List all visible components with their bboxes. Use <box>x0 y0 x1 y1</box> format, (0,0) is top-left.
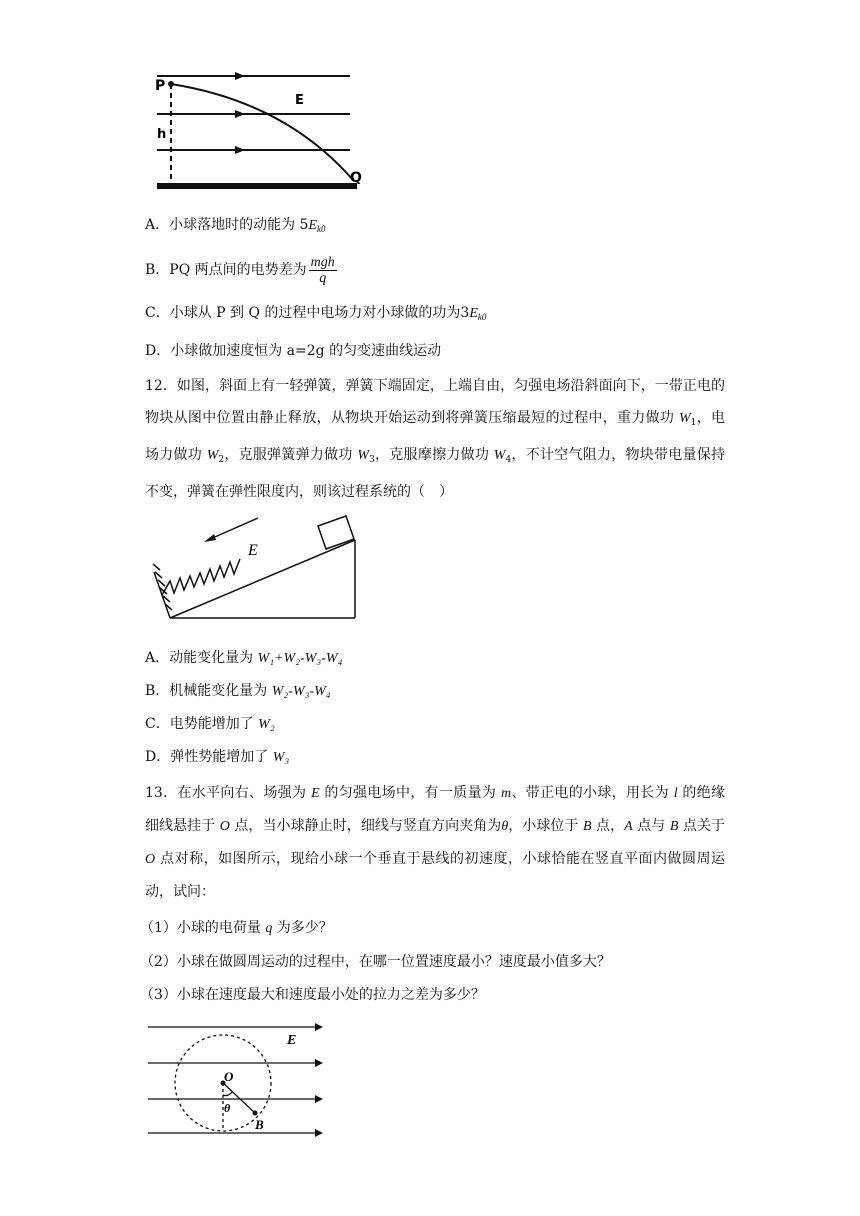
label-e: E <box>248 542 258 559</box>
q12-option-d: D．弹性势能增加了 W₃ <box>145 749 290 765</box>
label-e: E <box>295 93 304 108</box>
q12-option-c: C．电势能增加了 W₂ <box>145 716 275 732</box>
circular-motion-figure <box>145 1015 325 1140</box>
label-b: B <box>255 1117 264 1132</box>
q13-stem: 13．在水平向右、场强为 E 的匀强电场中，有一质量为 m、带正电的小球，用长为 l 的绝缘细线悬挂于 O 点，当小球静止时，细线与竖直方向夹角为θ，小球位于 B 点，A 点与 B 点关于 O 点对称，如图所示，现给小球一个垂直于悬线的初速度，小球恰能在竖直平面内做圆周运动，试问： <box>145 785 726 900</box>
q12-option-a: A．动能变化量为 W₁+W₂-W₃-W₄ <box>145 650 343 666</box>
q11-option-a: A．小球落地时的动能为 $5E_{k0}$ <box>145 217 326 234</box>
q11-option-d: D．小球做加速度恒为 a=2g 的匀变速曲线运动 <box>145 343 442 359</box>
label-o: O <box>224 1069 234 1084</box>
q13-subquestion-2: （2）小球在做圆周运动的过程中，在哪一位置速度最小？速度最小值多大？ <box>140 954 611 970</box>
incline-spring-figure <box>140 510 365 625</box>
label-h: h <box>157 127 167 142</box>
label-theta: θ <box>224 1101 231 1115</box>
fraction-mgh-over-q: $\frac{\text{mgh}}{q}$ <box>310 254 335 286</box>
field-trajectory-figure <box>145 62 370 197</box>
q13-subquestion-1: （1）小球的电荷量 q 为多少？ <box>140 920 333 936</box>
q11-option-b: B．PQ 两点间的电势差为 $\frac{\text{mgh}}{q}$ <box>145 254 335 286</box>
label-p: P <box>155 78 166 94</box>
label-q: Q <box>350 170 362 186</box>
q11-option-c: C．小球从 P 到 Q 的过程中电场力对小球做的功为$3E_{k0}$ <box>145 305 487 322</box>
q13-subquestion-3: （3）小球在速度最大和速度最小处的拉力之差为多少？ <box>140 987 485 1003</box>
q12-option-b: B．机械能变化量为 W₂-W₃-W₄ <box>145 683 331 699</box>
label-e: E <box>287 1033 297 1048</box>
q12-stem: 12．如图，斜面上有一轻弹簧，弹簧下端固定，上端自由，匀强电场沿斜面向下，一带正电的物块从图中位置由静止释放，从物块开始运动到将弹簧压缩最短的过程中，重力做功 $W_1$，电场力做功 $W_2$，克服弹簧弹力做功 $W_3$，克服摩擦力做功 $W_4$，不计空气阻力，物块带电量保持不变，弹簧在弹性限度内，则该过程系统的（ ） <box>145 378 726 500</box>
